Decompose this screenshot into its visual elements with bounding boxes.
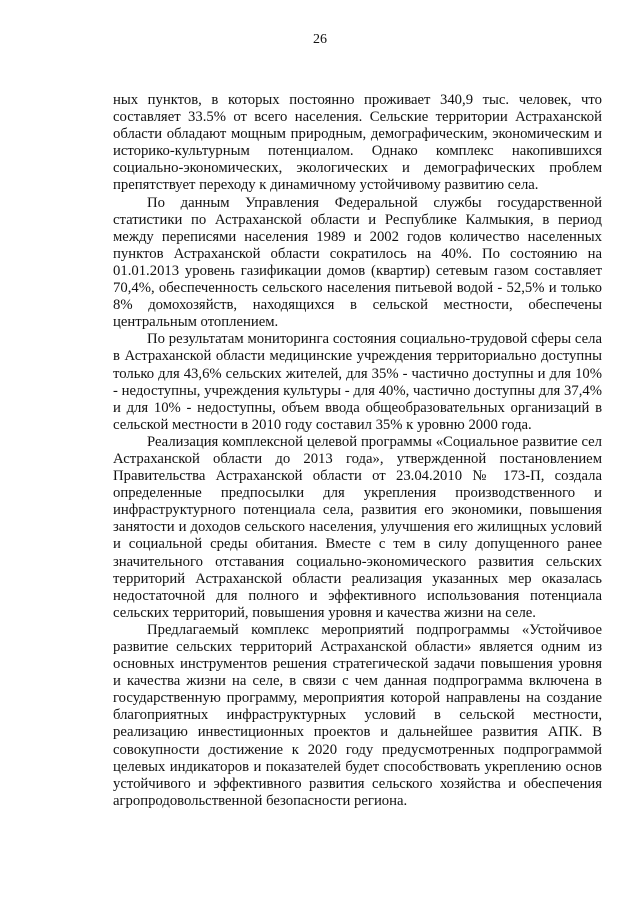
text-body xyxy=(113,92,602,810)
page-number: 26 xyxy=(313,32,327,47)
paragraph-statistics: По данным Управления Федеральной службы государственной статистики по Астраханской области и Республике Калмыкия, в период между переписями населения 1989 и 2002 годов количество населенных пунктов Астраханской области сократилось на 40%. По состоянию на 01.01.2013 уровень газификации домов (квартир) сетевым газом составляет 70,4%, обеспеченность сельского населения питьевой водой - 52,5% и только 8% домохозяйств, находящихся в сельской местности, обеспечены центральным отоплением. xyxy=(113,194,602,331)
paragraph-subprogram: Предлагаемый комплекс мероприятий подпрограммы «Устойчивое развитие сельских территорий Астраханской области» является одним из основных инструментов решения стратегической задачи повышения уровня и качества жизни на селе, в связи с чем данная подпрограмма включена в государственную программу, мероприятия которой направлены на создание благоприятных инфраструктурных условий в сельской местности, реализацию инвестиционных проектов и дальнейшее развития АПК. В совокупности достижение к 2020 году предусмотренных подпрограммой целевых индикаторов и показателей будет способствовать укреплению основ устойчивого и эффективного развития сельского хозяйства и обеспечения агропродовольственной безопасности региона. xyxy=(113,621,602,809)
paragraph-monitoring: По результатам мониторинга состояния социально-трудовой сферы села в Астраханской области медицинские учреждения территориально доступны только для 43,6% сельских жителей, для 35% - частично доступны и для 10% - недоступны, учреждения культуры - для 40%, частично доступны для 37,4% и для 10% - недоступны, объем ввода общеобразовательных организаций в сельской местности в 2010 году составил 35% к уровню 2000 года. xyxy=(113,331,602,433)
paragraph-continuation: ных пунктов, в которых постоянно проживает 340,9 тыс. человек, что составляет 33.5% от всего населения. Сельские территории Астраханской области обладают мощным природным, демографическим, экономическим и историко-культурным потенциалом. Однако комплекс накопившихся социально-экономических, экологических и демографических проблем препятствует переходу к динамичному устойчивому развитию села. xyxy=(113,92,602,194)
paragraph-program-implementation: Реализация комплексной целевой программы «Социальное развитие сел Астраханской области до 2013 года», утвержденной постановлением Правительства Астраханской области от 23.04.2010 № 173-П, создала определенные предпосылки для укрепления производственного и инфраструктурного потенциала села, развития его экономики, повышения занятости и доходов сельского населения, улучшения его жилищных условий и социальной среды обитания. Вместе с тем в силу допущенного ранее значительного отставания социально-экономического развития сельских территорий Астраханской области реализация указанных мер оказалась недостаточной для полного и эффективного использования потенциала сельских территорий, повышения уровня и качества жизни на селе. xyxy=(113,433,602,621)
